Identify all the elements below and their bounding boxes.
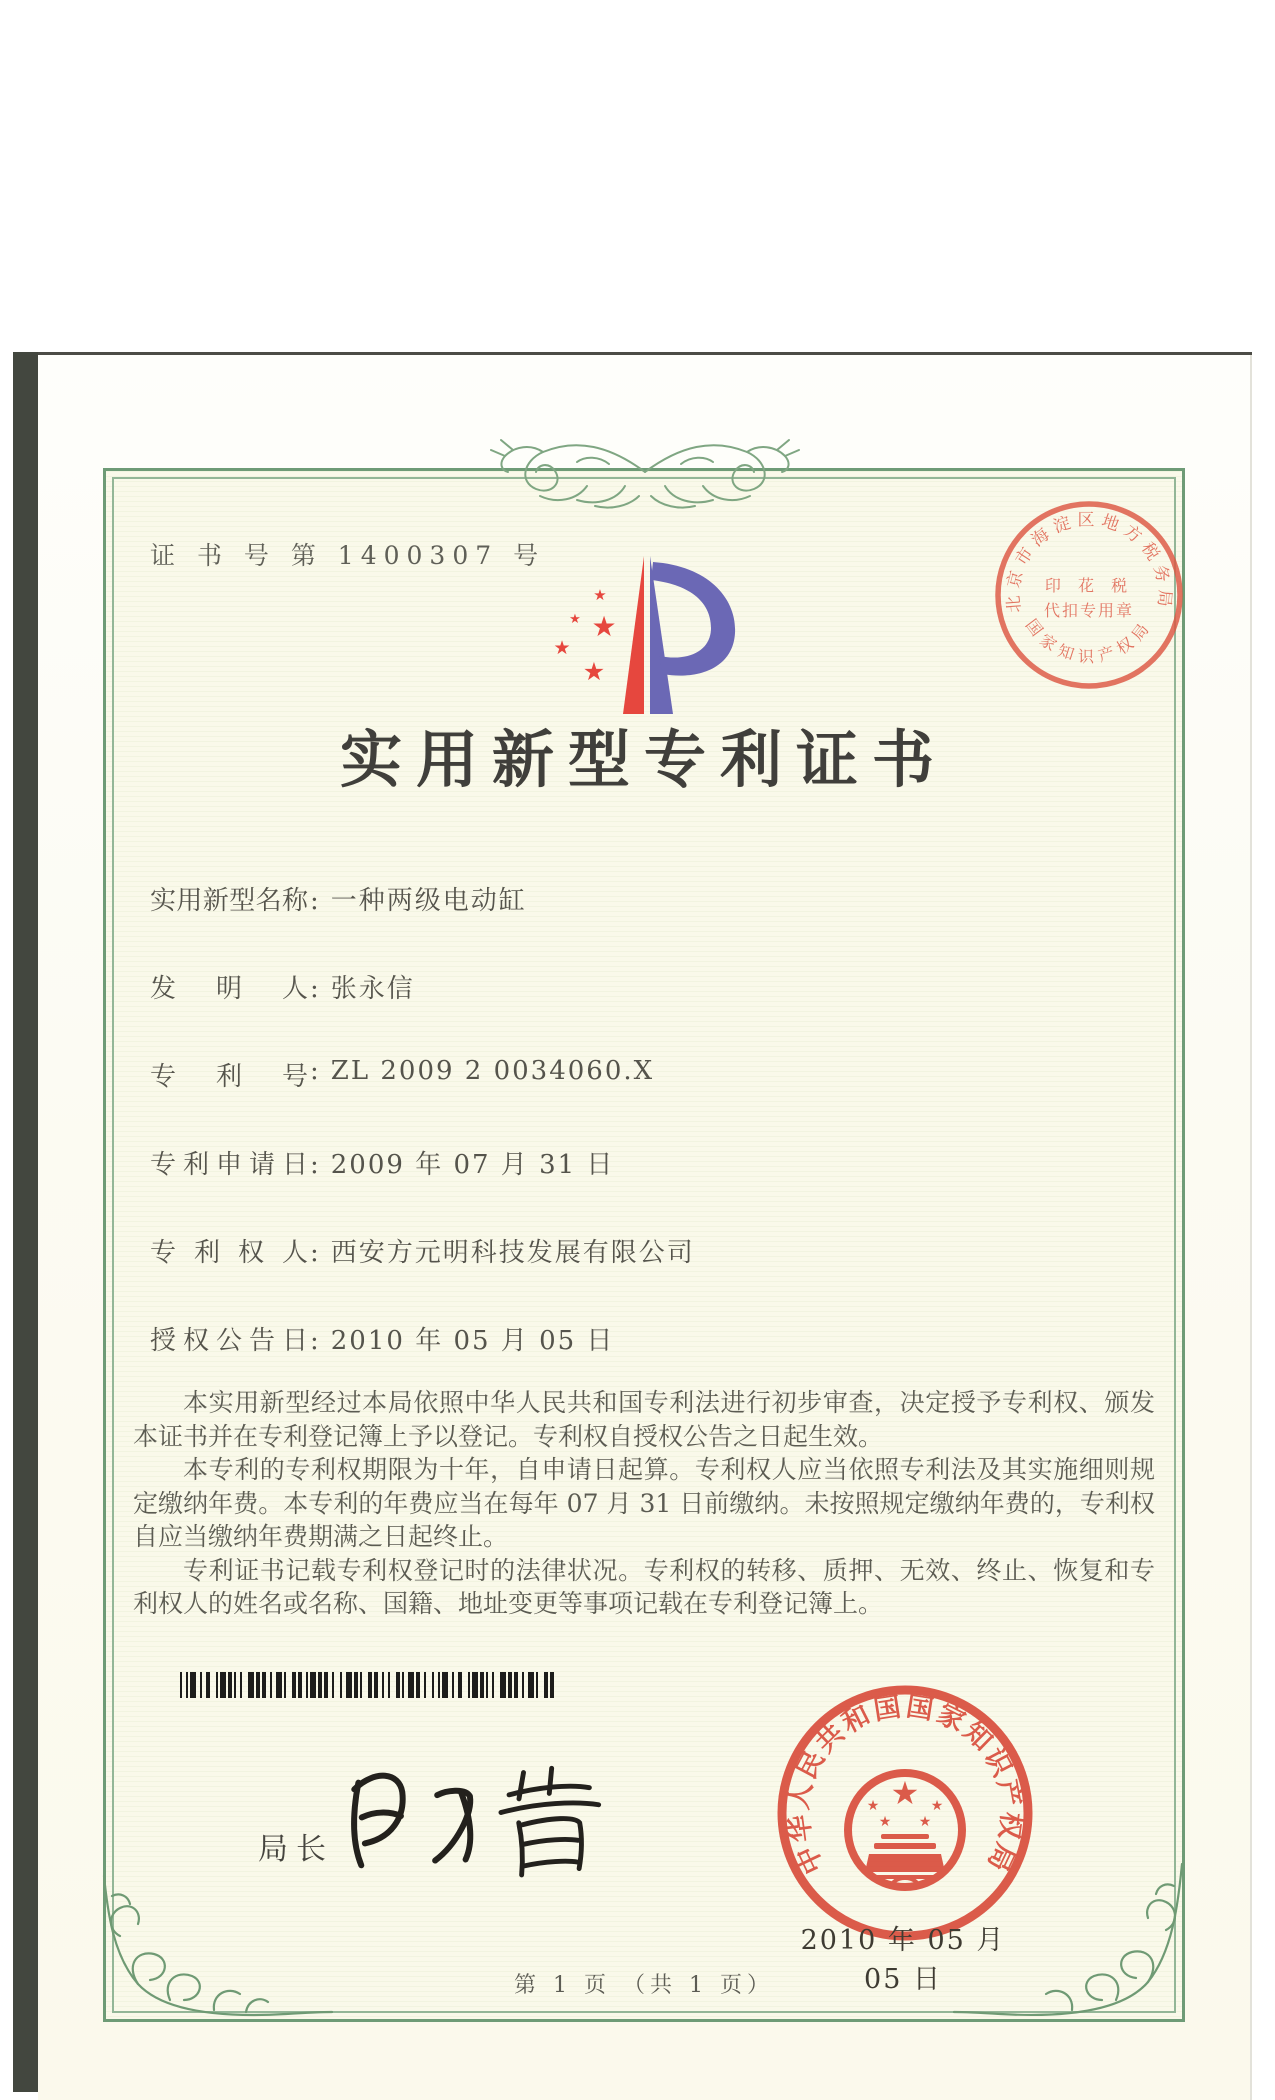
svg-text:★: ★ (569, 612, 581, 627)
svg-text:★: ★ (878, 1814, 892, 1830)
field-label: 专利权人 (150, 1238, 308, 1268)
office-seal-arc: 中华人民共和国国家知识产权局 (783, 1691, 1027, 1879)
field-inventor (150, 968, 1100, 1008)
svg-text:★: ★ (591, 610, 617, 643)
field-value: 2009 年 07 月 31 日 (330, 1150, 615, 1180)
svg-text:★: ★ (930, 1798, 944, 1814)
stamp-tax-seal (988, 494, 1190, 696)
svg-text:★: ★ (866, 1798, 880, 1814)
field-value: 一种两级电动缸 (330, 886, 527, 916)
field-value: 张永信 (330, 974, 415, 1004)
field-patentee (150, 1232, 1100, 1272)
field-label: 专利号 (150, 1062, 308, 1092)
legal-paragraph: 专利证书记载专利权登记时的法律状况。专利权的转移、质押、无效、终止、恢复和专利权人的姓名或名称、国籍、地址变更等事项记载在专利登记簿上。 (133, 1555, 1155, 1618)
field-colon: : (310, 1238, 319, 1268)
scan-binding-strip (13, 352, 38, 2092)
tax-seal-line2: 代扣专用章 (1043, 601, 1135, 620)
page-number-footer: 第 1 页 （共 1 页） (514, 1973, 774, 1998)
field-colon: : (310, 1326, 319, 1356)
barcode (180, 1672, 558, 1698)
svg-text:国家知识产权局 (1022, 615, 1156, 665)
svg-text:★: ★ (582, 657, 606, 686)
legal-paragraph: 本实用新型经过本局依照中华人民共和国专利法进行初步审查，决定授予专利权、颁发本证书并在专利登记簿上予以登记。专利权自授权公告之日起生效。 (133, 1388, 1155, 1451)
logo-red-wedge (623, 556, 644, 714)
field-label: 实用新型名称 (150, 886, 308, 916)
field-label: 发明人 (150, 974, 308, 1004)
patent-office-logo (525, 548, 775, 723)
issue-date: 2010 年 05 月 05 日 (800, 1925, 1006, 1995)
certificate-title: 实用新型专利证书 (339, 723, 948, 796)
svg-text:★: ★ (918, 1814, 932, 1830)
field-value: 西安方元明科技发展有限公司 (330, 1238, 695, 1268)
field-colon: : (310, 886, 319, 916)
commissioner-signature (336, 1745, 613, 1894)
tax-seal-arc-bottom: 国家知识产权局 (1021, 615, 1157, 666)
tax-seal-arc-top: 北京市海淀区地方税务局 (1003, 510, 1175, 614)
field-colon: : (310, 974, 319, 1004)
certificate-number: 证 书 号 第 1400307 号 (150, 541, 546, 570)
field-value: ZL 2009 2 0034060.X (330, 1056, 655, 1086)
field-colon: : (310, 1056, 319, 1086)
field-colon: : (310, 1150, 319, 1180)
tax-seal-line1: 印 花 税 (1044, 576, 1134, 595)
scan-right-edge (1250, 355, 1252, 2100)
field-label: 专利申请日 (150, 1150, 308, 1180)
svg-text:★: ★ (593, 586, 607, 604)
svg-text:★: ★ (553, 637, 571, 659)
office-seal-ring (782, 1690, 1028, 1936)
field-utility-model-name (150, 880, 1100, 920)
field-filing-date (150, 1144, 1100, 1184)
logo-p-bowl (651, 562, 735, 676)
field-grant-date (150, 1320, 1100, 1360)
legal-text-block (133, 1386, 1155, 1621)
field-patent-number (150, 1056, 1100, 1096)
commissioner-label: 局长 (258, 1832, 334, 1867)
field-value: 2010 年 05 月 05 日 (330, 1326, 615, 1356)
logo-stars (553, 586, 616, 686)
svg-text:★: ★ (890, 1774, 920, 1812)
ip-office-seal (768, 1676, 1042, 1950)
national-emblem (848, 1773, 962, 1888)
field-label: 授权公告日 (150, 1326, 308, 1356)
legal-paragraph: 本专利的专利权期限为十年，自申请日起算。专利权人应当依照专利法及其实施细则规定缴纳年费。本专利的年费应当在每年 07 月 31 日前缴纳。未按照规定缴纳年费的，专利权自应当缴纳年费期满之日起终止。 (133, 1455, 1155, 1551)
